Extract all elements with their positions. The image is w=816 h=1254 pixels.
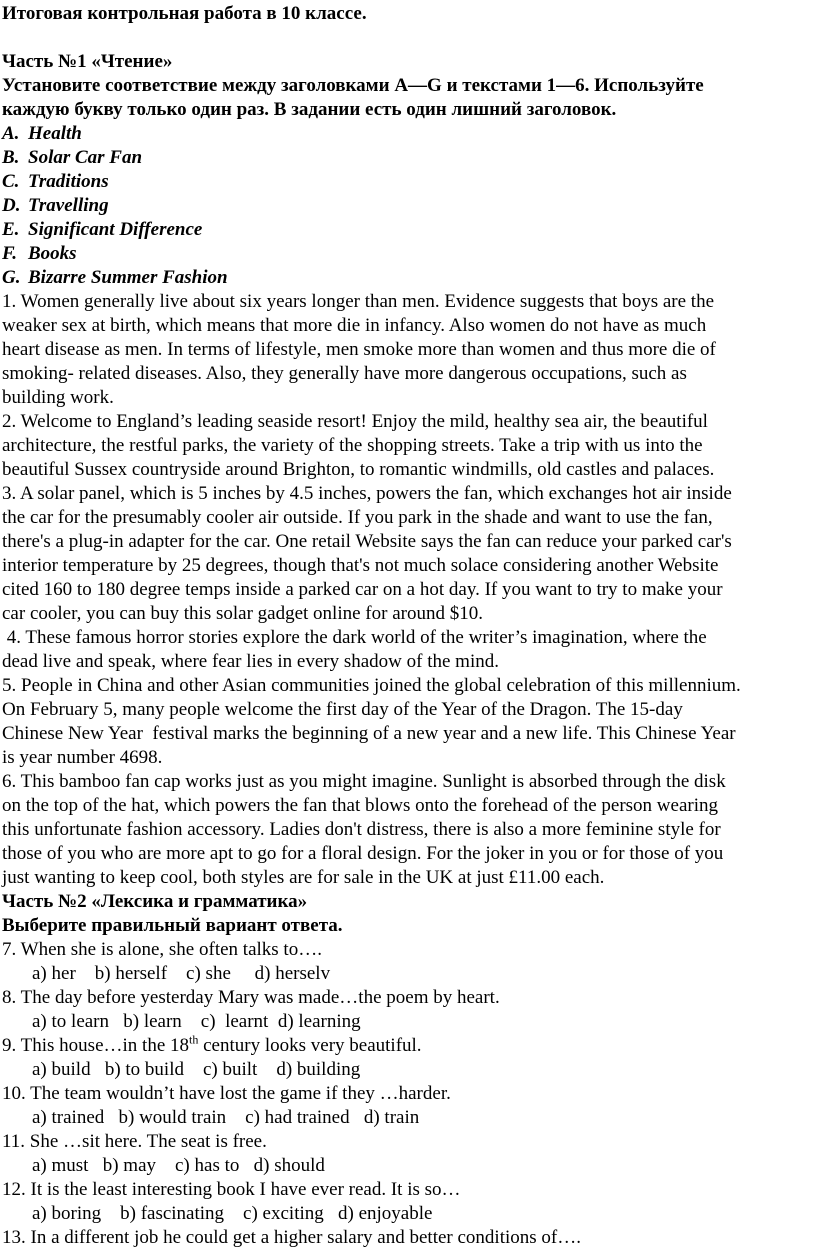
reading-text-4: 4. These famous horror stories explore the dark world of the writer’s imagination, where the dead live and speak, where fear lies in every shadow of the mind. [2,627,707,672]
reading-text-6: 6. This bamboo fan cap works just as you might imagine. Sunlight is absorbed through the disk on the top of the hat, which powers the fan that blows onto the forehead of the person wearing this unfortunate fashion accessory. Ladies don't distress, there is also a more feminine style for those of you who are more apt to go for a floral design. For the joker in you or for those of you just wanting to keep cool, both styles are for sale in the UK at just £11.00 each. [2,771,726,888]
heading-item-c: C. Traditions [2,171,109,192]
part2-instruction: Выберите правильный вариант ответа. [2,915,343,936]
part1-heading: Часть №1 «Чтение» [2,51,173,72]
question-text: 9. This house…in the 18th century looks very beautiful. [2,1032,422,1056]
question-text: 10. The team wouldn’t have lost the game if they …harder. [2,1083,451,1104]
question-text: 13. In a different job he could get a higher salary and better conditions of…. [2,1227,581,1248]
question-11 [2,1130,812,1178]
question-10 [2,1082,812,1130]
reading-text-1: 1. Women generally live about six years longer than men. Evidence suggests that boys are the weaker sex at birth, which means that more die in infancy. Also women do not have as much heart disease as men. In terms of lifestyle, men smoke more than women and thus more die of smoking- related diseases. Also, they generally have more dangerous occupations, such as building work. [2,291,716,408]
question-options: a) build b) to build c) built d) building [32,1059,361,1080]
question-options: a) to learn b) learn c) learnt d) learning [32,1011,361,1032]
heading-item-g: G. Bizarre Summer Fashion [2,267,228,288]
question-options: a) her b) herself c) she d) herselv [32,963,331,984]
question-options: a) trained b) would train c) had trained d) train [32,1107,420,1128]
headings-list [2,122,812,290]
question-options: a) must b) may c) has to d) should [32,1155,325,1176]
question-text: 7. When she is alone, she often talks to…. [2,939,322,960]
question-9 [2,1034,812,1082]
question-7 [2,938,812,986]
heading-item-e: E. Significant Difference [2,219,203,240]
question-text: 8. The day before yesterday Mary was made…the poem by heart. [2,987,500,1008]
blank-line [2,26,812,50]
question-12 [2,1178,812,1226]
document-page [2,2,812,1250]
reading-text-2: 2. Welcome to England’s leading seaside resort! Enjoy the mild, healthy sea air, the beautiful architecture, the restful parks, the variety of the shopping streets. Take a trip with us into the beautiful Sussex countryside around Brighton, to romantic windmills, old castles and palaces. [2,411,715,480]
part2-heading: Часть №2 «Лексика и грамматика» [2,891,308,912]
question-8 [2,986,812,1034]
heading-item-f: F. Books [2,243,77,264]
heading-item-a: A. Health [2,123,82,144]
question-text: 12. It is the least interesting book I have ever read. It is so… [2,1179,461,1200]
heading-item-b: B. Solar Car Fan [2,147,143,168]
question-text: 11. She …sit here. The seat is free. [2,1131,267,1152]
document-title: Итоговая контрольная работа в 10 классе. [2,3,367,24]
part1-instruction-line-1: Установите соответствие между заголовками A—G и текстами 1—6. Используйте [2,75,704,96]
reading-text-3: 3. A solar panel, which is 5 inches by 4.5 inches, powers the fan, which exchanges hot air inside the car for the presumably cooler air outside. If you park in the shade and want to use the fan, there's a plug-in adapter for the car. One retail Website says the fan can reduce your parked car's interior temperature by 25 degrees, though that's not much solace considering another Website cited 160 to 180 degree temps inside a parked car on a hot day. If you want to try to make your car cooler, you can buy this solar gadget online for around $10. [2,483,732,624]
heading-item-d: D. Travelling [2,195,109,216]
part1-instruction-line-2: каждую букву только один раз. В задании есть один лишний заголовок. [2,99,617,120]
question-options: a) boring b) fascinating c) exciting d) enjoyable [32,1203,433,1224]
reading-text-5: 5. People in China and other Asian communities joined the global celebration of this millennium. On February 5, many people welcome the first day of the Year of the Dragon. The 15-day Chinese New Year festival marks the beginning of a new year and a new life. This Chinese Year is year number 4698. [2,675,741,768]
question-13 [2,1226,812,1250]
